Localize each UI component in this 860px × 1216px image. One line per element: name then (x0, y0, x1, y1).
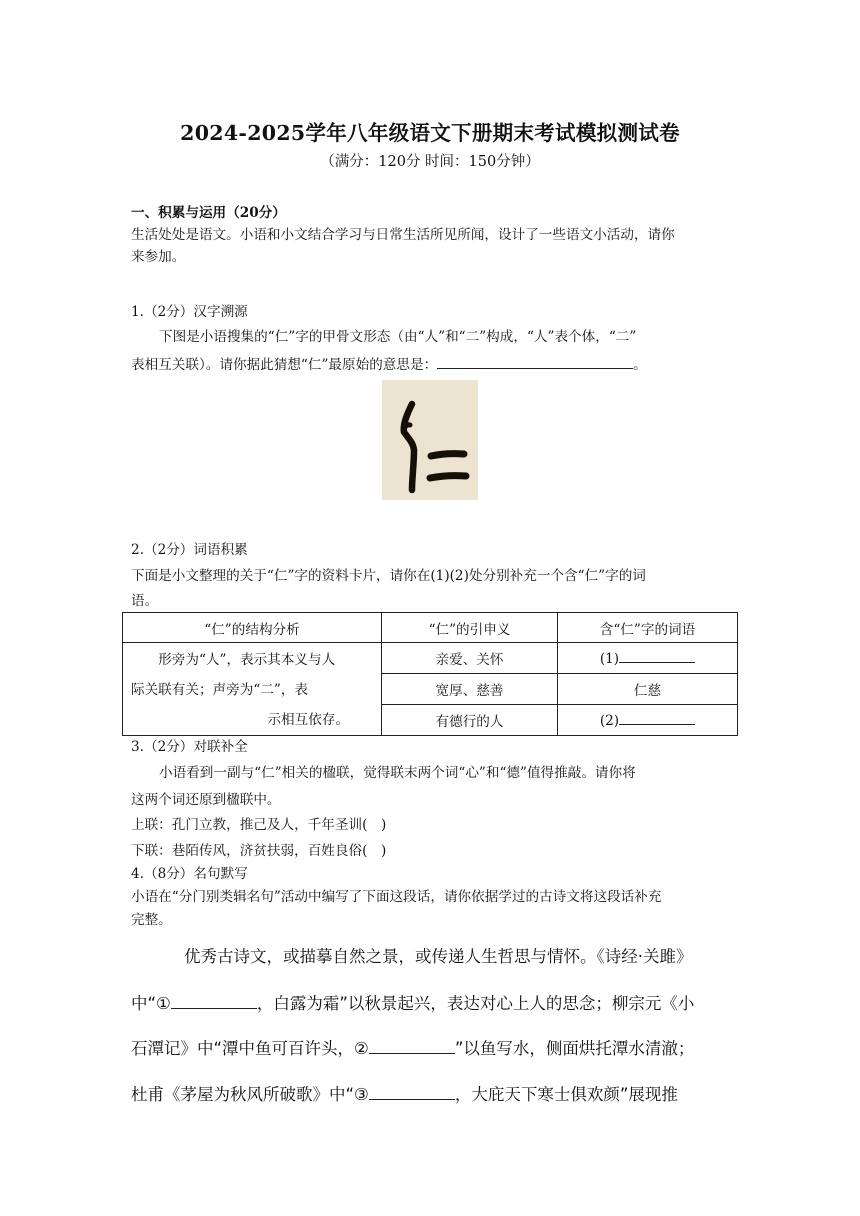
poem-blank-1[interactable] (171, 994, 257, 1009)
poem-blank-2[interactable] (369, 1039, 455, 1054)
poem-para-line1: 优秀古诗文，或描摹自然之景，或传递人生哲思与情怀。《诗经·关雎》 (184, 947, 693, 966)
table-header-row (123, 613, 738, 643)
page-title: 2024-2025学年八年级语文下册期末考试模拟测试卷 (180, 121, 680, 145)
word-cell: (2) (558, 705, 738, 736)
word-blank-2[interactable] (619, 712, 695, 725)
page-subtitle: （满分：120分 时间：150分钟） (320, 154, 540, 170)
meaning-cell: 有德行的人 (382, 705, 558, 736)
word-blank-1[interactable] (619, 650, 695, 663)
q1-line2: 表相互关联）。请你据此猜想“仁”最原始的意思是： 。 (131, 354, 647, 375)
poem-blank-3[interactable] (369, 1085, 455, 1100)
q2-line2: 语。 (131, 593, 159, 609)
word-cell: (1) (558, 643, 738, 674)
table-row (123, 643, 738, 674)
couplet-upper: 上联：孔门立教，推己及人，千年圣训( ) (131, 817, 387, 833)
table-header-cell: “仁”的引申义 (382, 613, 558, 643)
poem-para-line3: 石潭记》中“潭中鱼可百许头，② ”以鱼写水，侧面烘托潭水清澈； (131, 1039, 695, 1058)
section-heading: 一、积累与运用（20分） (131, 205, 286, 221)
meaning-cell: 亲爱、关怀 (382, 643, 558, 674)
q1-line1: 下图是小语搜集的“仁”字的甲骨文形态（由“人”和“二”构成，“人”表个体，“二” (159, 329, 637, 345)
word-cell: 仁慈 (558, 674, 738, 705)
q1-title: 1.（2分）汉字溯源 (131, 304, 248, 320)
oracle-bone-ren-image (382, 380, 478, 500)
q3-title: 3.（2分）对联补全 (131, 739, 248, 755)
q3-line1: 小语看到一副与“仁”相关的楹联，觉得联末两个词“心”和“德”值得推敲。请你将 (159, 765, 636, 781)
poem-para-line4: 杜甫《茅屋为秋风所破歌》中“③ ，大庇天下寒士俱欢颜”展现推 (131, 1085, 678, 1104)
table-header-cell: “仁”的结构分析 (123, 613, 382, 643)
q2-title: 2.（2分）词语积累 (131, 542, 248, 558)
section-intro-line1: 生活处处是语文。小语和小文结合学习与日常生活所见所闻，设计了一些语文小活动，请你 (131, 227, 675, 243)
table-header-cell: 含“仁”字的词语 (558, 613, 738, 643)
section-intro-line2: 来参加。 (131, 249, 186, 265)
couplet-lower: 下联：巷陌传风，济贫扶弱，百姓良俗( ) (131, 843, 387, 859)
poem-para-line2: 中“① ，白露为霜”以秋景起兴，表达对心上人的思念；柳宗元《小 (131, 994, 695, 1013)
q3-line2: 这两个词还原到楹联中。 (131, 792, 281, 808)
q4-line1: 小语在“分门别类辑名句”活动中编写了下面这段话，请你依据学过的古诗文将这段话补充 (131, 889, 662, 905)
ren-info-card-table (122, 612, 738, 736)
meaning-cell: 宽厚、慈善 (382, 674, 558, 705)
oracle-bone-glyph-icon (382, 380, 478, 500)
q1-answer-blank[interactable] (437, 354, 633, 369)
q4-title: 4.（8分）名句默写 (131, 866, 248, 882)
structure-analysis-cell: 形旁为“人”，表示其本义与人 际关联有关；声旁为“二”，表 示相互依存。 (123, 643, 382, 736)
q2-line1: 下面是小文整理的关于“仁”字的资料卡片，请你在(1)(2)处分别补充一个含“仁”字的词 (131, 568, 646, 584)
q4-line2: 完整。 (131, 912, 172, 928)
